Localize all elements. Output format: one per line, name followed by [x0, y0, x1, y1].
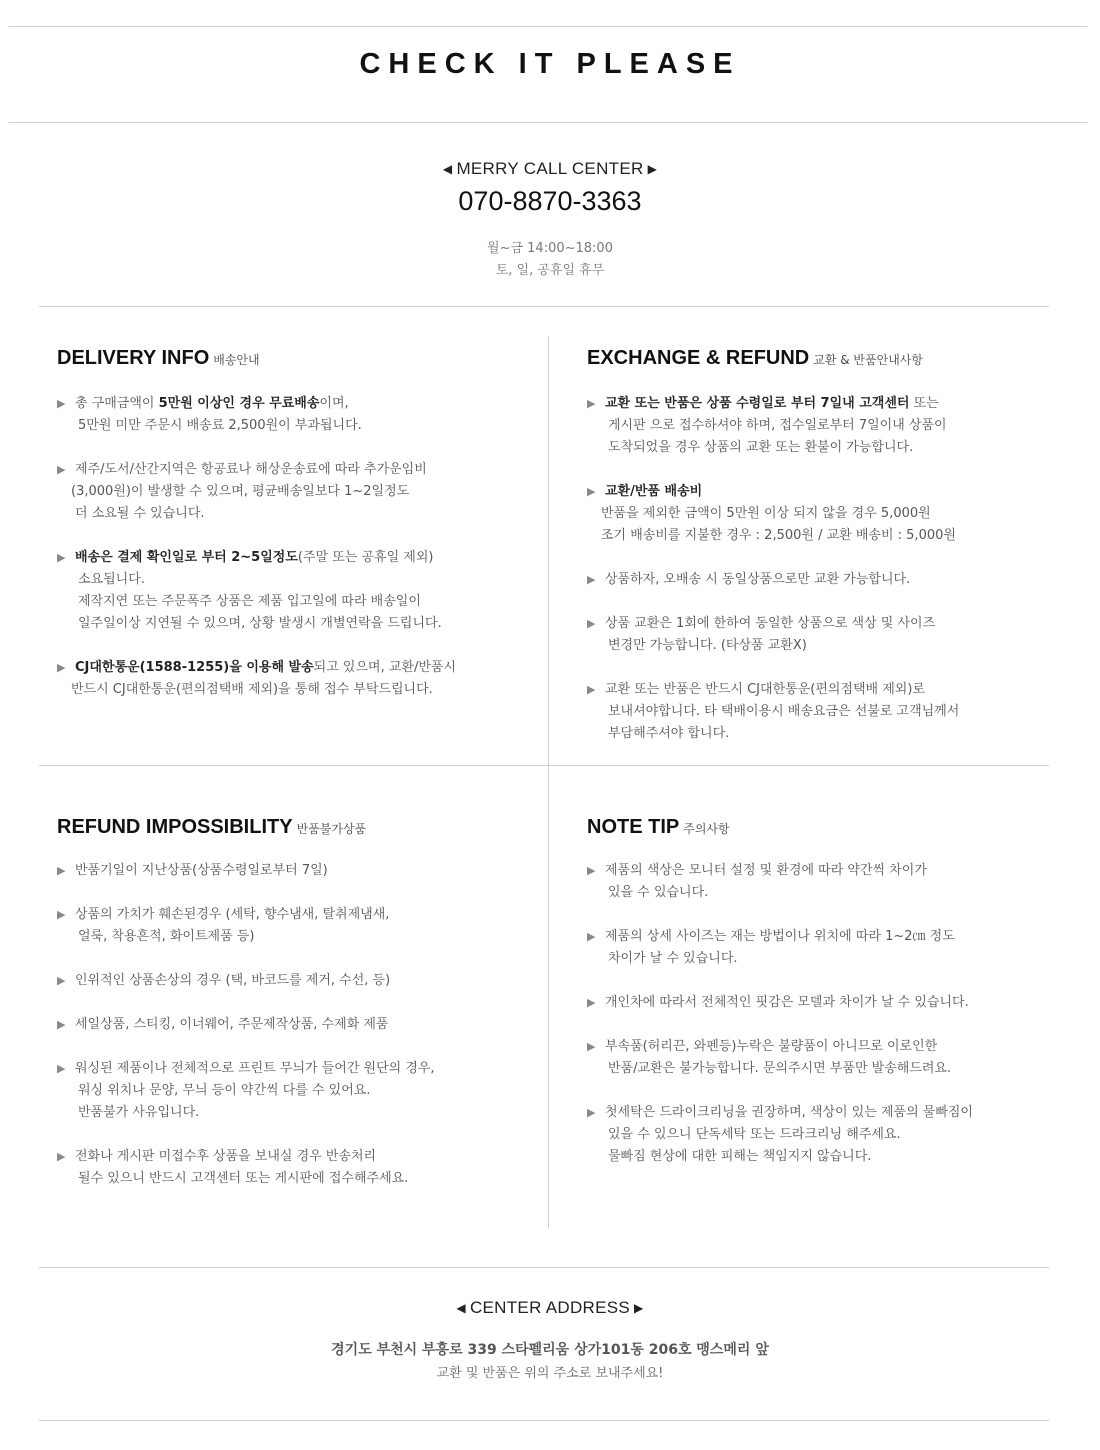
refund-impossible-title: REFUND IMPOSSIBILITY [57, 816, 293, 838]
exchange-section-title [587, 347, 923, 370]
center-address-title [0, 1298, 1100, 1318]
divider-callcenter [39, 306, 1049, 307]
right-arrow-icon: ▶ [634, 1301, 644, 1315]
center-address-label: CENTER ADDRESS [469, 1298, 631, 1317]
bullet-icon: ▶ [587, 485, 596, 498]
list-item: ▶ 제품의 색상은 모니터 설정 및 환경에 따라 약간씩 차이가 있을 수 있습니다. [587, 860, 973, 904]
note-tip-section-title [587, 816, 730, 839]
bullet-icon: ▶ [587, 864, 596, 877]
center-address-note: 교환 및 반품은 위의 주소로 보내주세요! [436, 1366, 664, 1381]
bullet-icon: ▶ [587, 683, 596, 696]
bullet-icon: ▶ [587, 573, 596, 586]
divider-col-upper [548, 336, 549, 766]
call-center-title [0, 159, 1100, 179]
bullet-icon: ▶ [57, 661, 66, 674]
delivery-section-title [57, 347, 260, 370]
page-title: CHECK IT PLEASE [359, 48, 741, 80]
delivery-subtitle: 배송안내 [213, 353, 260, 367]
list-item: ▶ 첫세탁은 드라이크리닝을 권장하며, 색상이 있는 제품의 물빠짐이 있을 수 있으니 단독세탁 또는 드라크리닝 해주세요. 물빠짐 현상에 대한 피해는 책임지지 않습니다. [587, 1102, 973, 1168]
refund-impossible-section-title [57, 816, 366, 839]
bullet-icon: ▶ [57, 974, 66, 987]
list-item: ▶ 반품기일이 지난상품(상품수령일로부터 7일) [57, 860, 435, 882]
list-item: ▶ CJ대한통운(1588-1255)을 이용해 발송되고 있으며, 교환/반품시 반드시 CJ대한통운(편의점택배 제외)을 통해 접수 부탁드립니다. [57, 657, 456, 701]
list-item: ▶ 개인차에 따라서 전체적인 핏감은 모델과 차이가 날 수 있습니다. [587, 992, 973, 1014]
list-item: ▶ 총 구매금액이 5만원 이상인 경우 무료배송이며, 5만원 미만 주문시 배송료 2,500원이 부과됩니다. [57, 393, 456, 437]
left-arrow-icon: ◀ [442, 162, 453, 176]
bullet-icon: ▶ [57, 1062, 66, 1075]
list-item: ▶ 상품의 가치가 훼손된경우 (세탁, 향수냄새, 탈취제냄새, 얼룩, 착용흔적, 화이트제품 등) [57, 904, 435, 948]
bullet-icon: ▶ [57, 1018, 66, 1031]
delivery-title: DELIVERY INFO [57, 347, 210, 369]
divider-top [9, 26, 1087, 27]
divider-col-lower [548, 766, 549, 1228]
bullet-icon: ▶ [57, 864, 66, 877]
list-item: ▶ 전화나 게시판 미접수후 상품을 보내실 경우 반송처리 될수 있으니 반드시 고객센터 또는 게시판에 접수해주세요. [57, 1146, 435, 1190]
list-item: ▶ 워싱된 제품이나 전체적으로 프린트 무늬가 들어간 원단의 경우, 워싱 위치나 문양, 무늬 등이 약간씩 다를 수 있어요. 반품불가 사유입니다. [57, 1058, 435, 1124]
right-arrow-icon: ▶ [647, 162, 658, 176]
list-item: ▶ 부속품(허리끈, 와펜등)누락은 불량품이 아니므로 이로인한 반품/교환은 불가능합니다. 문의주시면 부품만 발송해드려요. [587, 1036, 973, 1080]
list-item: ▶ 교환/반품 배송비 반품을 제외한 금액이 5만원 이상 되지 않을 경우 5,000원 조기 배송비를 지불한 경우 : 2,500원 / 교환 배송비 : 5,000원 [587, 481, 959, 547]
call-center-phone: 070-8870-3363 [458, 186, 642, 216]
list-item: ▶ 배송은 결제 확인일로 부터 2~5일정도(주말 또는 공휴일 제외) 소요됩니다. 제작지연 또는 주문폭주 상품은 제품 입고일에 따라 배송일이 일주일이상 지연될 수 있으며, 상황 발생시 개별연락을 드립니다. [57, 547, 456, 635]
exchange-list [587, 393, 959, 767]
divider-title [9, 122, 1087, 123]
divider-address [39, 1267, 1049, 1268]
bullet-icon: ▶ [57, 397, 66, 410]
left-arrow-icon: ◀ [456, 1301, 466, 1315]
bullet-icon: ▶ [587, 397, 596, 410]
bullet-icon: ▶ [57, 1150, 66, 1163]
divider-bottom [39, 1420, 1049, 1421]
bullet-icon: ▶ [57, 551, 66, 564]
list-item: ▶ 인위적인 상품손상의 경우 (택, 바코드를 제거, 수선, 등) [57, 970, 435, 992]
bullet-icon: ▶ [57, 463, 66, 476]
list-item: ▶ 제주/도서/산간지역은 항공료나 해상운송료에 따라 추가운임비 (3,000원)이 발생할 수 있으며, 평균배송일보다 1~2일정도 더 소요될 수 있습니다. [57, 459, 456, 525]
exchange-subtitle: 교환 & 반품안내사항 [813, 353, 923, 367]
call-center-closed: 토, 일, 공휴일 휴무 [495, 263, 605, 278]
list-item: ▶ 상품 교환은 1회에 한하여 동일한 상품으로 색상 및 사이즈 변경만 가능합니다. (타상품 교환X) [587, 613, 959, 657]
note-tip-subtitle: 주의사항 [683, 822, 730, 836]
bullet-icon: ▶ [57, 908, 66, 921]
refund-impossible-subtitle: 반품불가상품 [296, 822, 367, 836]
list-item: ▶ 교환 또는 반품은 반드시 CJ대한통운(편의점택배 제외)로 보내셔야합니다. 타 택배이용시 배송요금은 선불로 고객님께서 부담해주셔야 합니다. [587, 679, 959, 745]
bullet-icon: ▶ [587, 617, 596, 630]
bullet-icon: ▶ [587, 1106, 596, 1119]
exchange-title: EXCHANGE & REFUND [587, 347, 810, 369]
bullet-icon: ▶ [587, 1040, 596, 1053]
bullet-icon: ▶ [587, 930, 596, 943]
call-center-hours: 월~금 14:00~18:00 [487, 241, 613, 256]
note-tip-list [587, 860, 973, 1190]
list-item: ▶ 세일상품, 스티킹, 이너웨어, 주문제작상품, 수제화 제품 [57, 1014, 435, 1036]
call-center-label: MERRY CALL CENTER [456, 159, 644, 178]
list-item: ▶ 제품의 상세 사이즈는 재는 방법이나 위치에 따라 1~2㎝ 정도 차이가 날 수 있습니다. [587, 926, 973, 970]
list-item: ▶ 교환 또는 반품은 상품 수령일로 부터 7일내 고객센터 또는 게시판 으로 접수하셔야 하며, 접수일로부터 7일이내 상품이 도착되었을 경우 상품의 교환 또는 환불이 가능합니다. [587, 393, 959, 459]
bullet-icon: ▶ [587, 996, 596, 1009]
refund-impossible-list [57, 860, 435, 1212]
list-item: ▶ 상품하자, 오배송 시 동일상품으로만 교환 가능합니다. [587, 569, 959, 591]
center-address-main: 경기도 부천시 부흥로 339 스타펠리움 상가101동 206호 맹스메리 앞 [331, 1342, 769, 1358]
delivery-list [57, 393, 456, 723]
note-tip-title: NOTE TIP [587, 816, 680, 838]
